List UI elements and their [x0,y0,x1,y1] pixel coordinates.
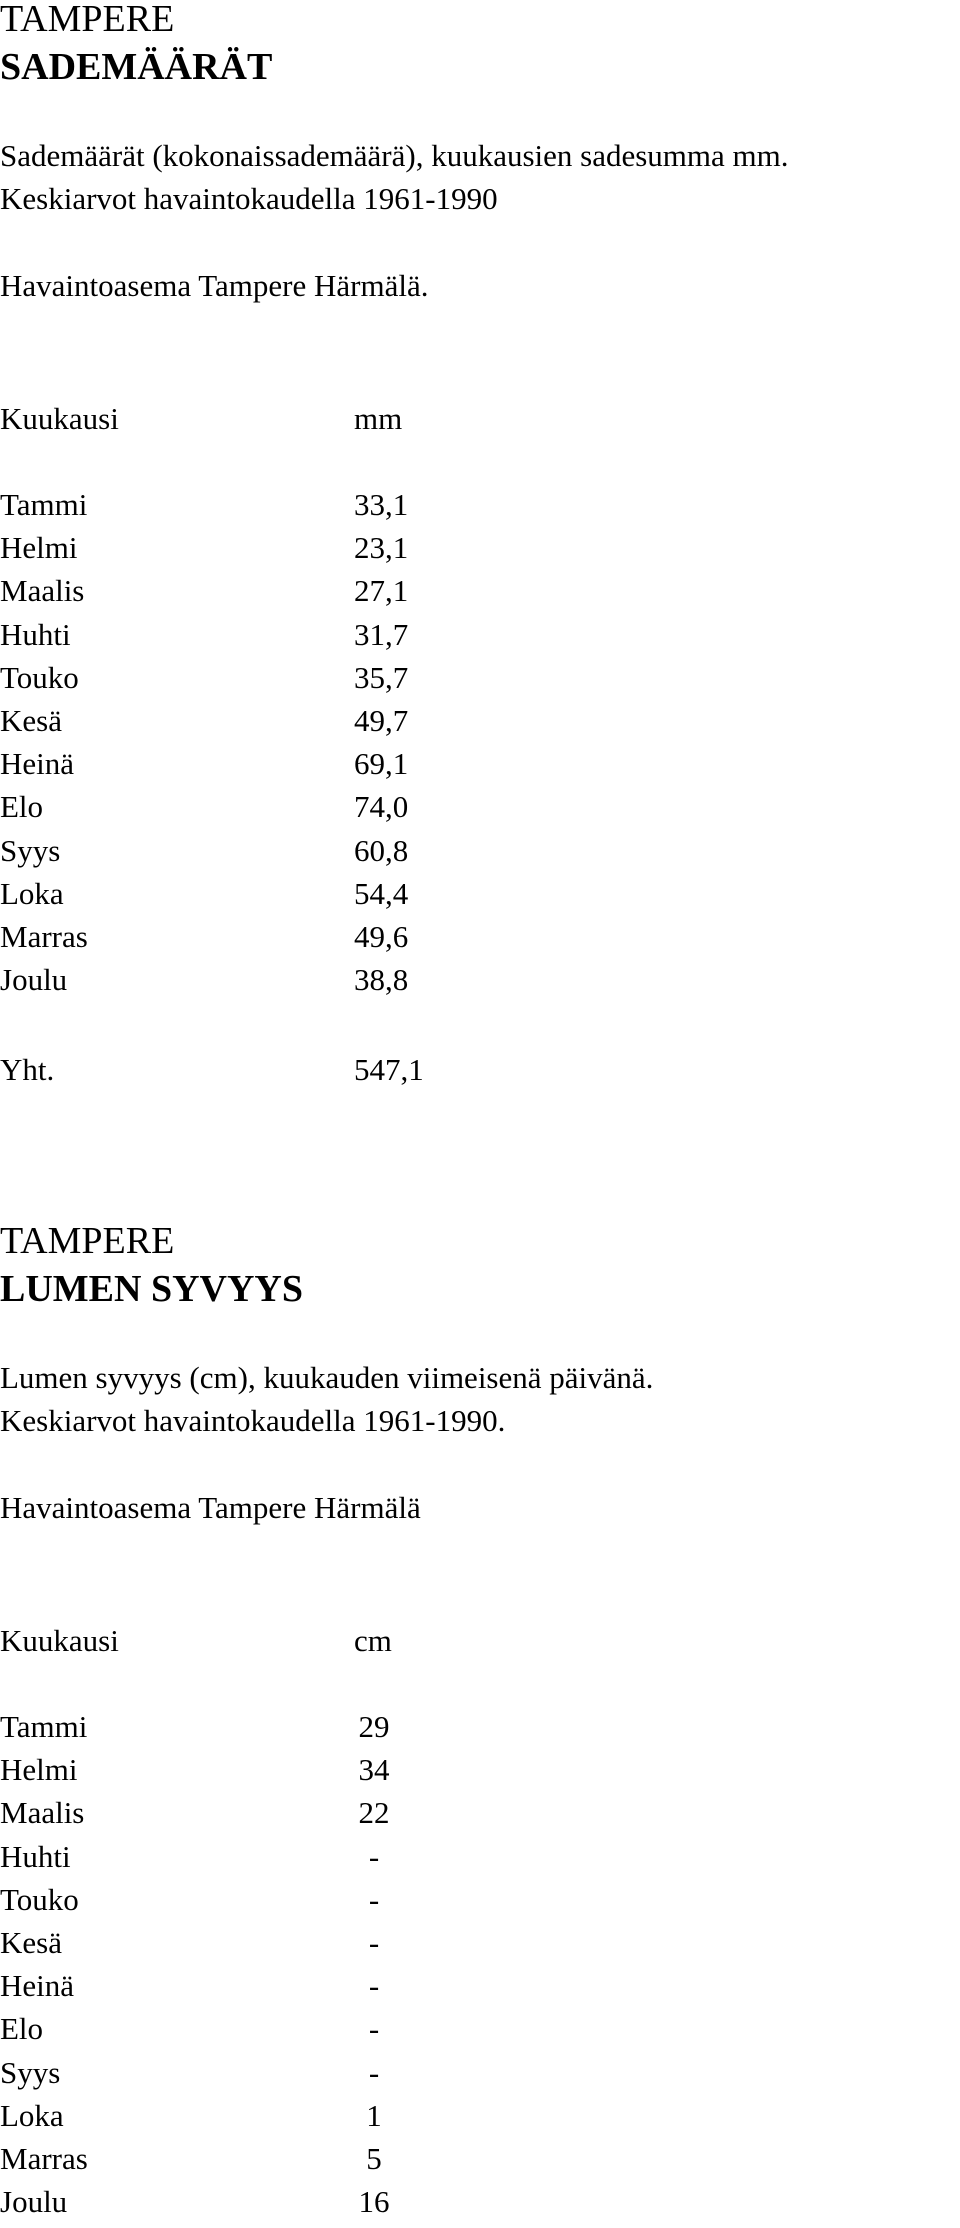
snow-row-month: Elo [0,2011,44,2047]
rain-col-header-unit: mm [354,401,403,436]
rain-row-value: 38,8 [354,962,409,998]
snow-row-month: Joulu [0,2184,68,2220]
rain-row-value: 54,4 [354,875,409,911]
rain-row-month: Heinä [0,746,75,782]
snow-description-line-1: Lumen syvyys (cm), kuukauden viimeisenä päivänä. [0,1360,654,1395]
snow-col-header-month: Kuukausi [0,1623,119,1658]
rain-total-value: 547,1 [354,1052,424,1087]
rain-city-title: TAMPERE [0,0,175,40]
rain-row-month: Helmi [0,530,78,566]
rain-row-value: 49,7 [354,703,409,738]
rain-description-line-2: Keskiarvot havaintokaudella 1961-1990 [0,181,498,216]
rain-row-month: Tammi [0,487,88,522]
snow-row-value: - [368,2011,380,2047]
rain-row-month: Huhti [0,616,71,652]
rain-row-value: 60,8 [354,832,409,868]
snow-row-month: Tammi [0,1709,88,1744]
rain-row-month: Maalis [0,573,85,609]
rain-row-month: Elo [0,789,44,825]
snow-row-month: Loka [0,2097,64,2133]
rain-heading: SADEMÄÄRÄT [0,46,273,88]
snow-row-value: 16 [358,2184,390,2220]
snow-row-value: - [368,1925,380,1960]
rain-row-value: 23,1 [354,530,409,566]
snow-station: Havaintoasema Tampere Härmälä [0,1490,421,1525]
rain-total-label: Yht. [0,1052,55,1087]
rain-description-line-1: Sademäärät (kokonaissademäärä), kuukausien sadesumma mm. [0,138,789,173]
rain-row-value: 49,6 [354,919,409,954]
snow-description-line-2: Keskiarvot havaintokaudella 1961-1990. [0,1403,506,1438]
snow-row-value: 29 [358,1709,390,1744]
rain-row-value: 69,1 [354,746,409,782]
rain-row-month: Marras [0,919,88,954]
rain-row-month: Touko [0,659,79,695]
snow-col-header-unit: cm [354,1623,392,1658]
snow-row-month: Syys [0,2054,61,2090]
rain-row-value: 27,1 [354,573,409,609]
rain-station: Havaintoasema Tampere Härmälä. [0,268,429,303]
snow-row-value: 22 [358,1795,390,1831]
rain-row-month: Joulu [0,962,68,998]
snow-row-month: Huhti [0,1838,71,1874]
snow-row-month: Touko [0,1881,79,1917]
snow-row-value: 5 [366,2141,382,2176]
rain-row-value: 33,1 [354,487,409,522]
snow-row-value: - [368,1838,380,1874]
snow-row-month: Maalis [0,1795,85,1831]
snow-row-value: 1 [366,2097,382,2133]
rain-row-value: 35,7 [354,659,409,695]
snow-row-value: - [368,1881,380,1917]
snow-row-value: - [368,1968,380,2004]
rain-col-header-month: Kuukausi [0,401,119,436]
snow-row-month: Kesä [0,1925,62,1960]
rain-row-month: Syys [0,832,61,868]
snow-row-value: 34 [358,1752,390,1788]
snow-row-value: - [368,2054,380,2090]
rain-row-month: Loka [0,875,64,911]
rain-row-month: Kesä [0,703,62,738]
snow-row-month: Marras [0,2141,88,2176]
snow-city-title: TAMPERE [0,1220,175,1262]
rain-row-value: 31,7 [354,616,409,652]
rain-row-value: 74,0 [354,789,409,825]
snow-row-month: Heinä [0,1968,75,2004]
snow-row-month: Helmi [0,1752,78,1788]
snow-heading: LUMEN SYVYYS [0,1268,303,1310]
